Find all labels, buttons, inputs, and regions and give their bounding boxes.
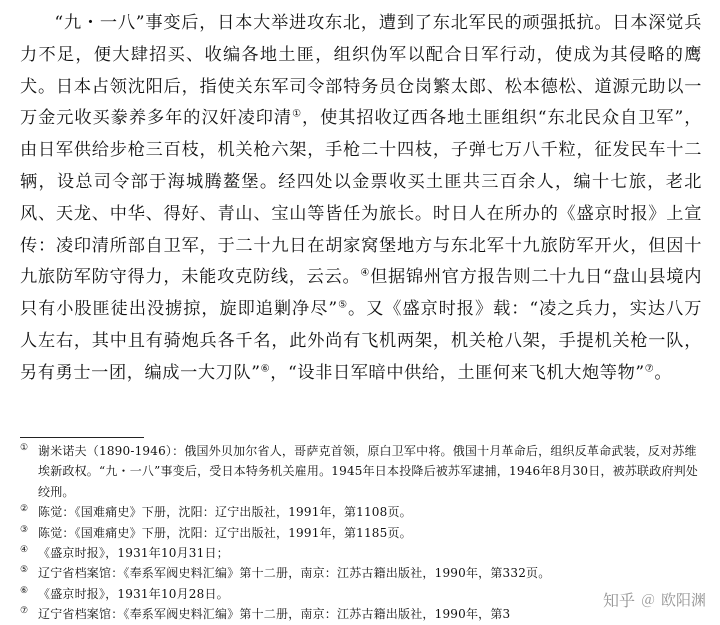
footnote-item: ⑤ 辽宁省档案馆：《奉系军阀史料汇编》第十二册，南京：江苏古籍出版社，1990年，第332页。	[20, 565, 551, 581]
footnote-text: 《盛京时报》，1931年10月28日。	[38, 586, 229, 601]
footnote-item: ② 陈觉：《国难痛史》下册，沈阳：辽宁出版社，1991年，第1108页。	[20, 504, 412, 520]
footnote-item: ④ 《盛京时报》，1931年10月31日；	[20, 545, 229, 561]
body-sentence: 。又《盛京时报》载：“凌之兵力，实达八万人左右，其中且有骑炮兵各千名，此外尚有飞机两架，机关枪八架，手提机关枪一队，另有勇士一团，编成一大刀队”	[20, 299, 702, 383]
zhihu-logo: 知乎	[602, 591, 635, 610]
footnote-ref: ⑥	[260, 363, 271, 375]
watermark-author: 欧阳渊	[660, 591, 706, 609]
footnote-item: ⑦ 辽宁省档案馆：《奉系军阀史料汇编》第十二册，南京：江苏古籍出版社，1990年，第3	[20, 606, 511, 622]
footnote-item: ① 谢米诺夫（1890-1946）：俄国外贝加尔省人，哥萨克首领，原白卫军中将。俄国十月革命后，组织反革命武装，反对苏维埃新政权。“九・一八”事变后，受日本特务机关雇用。1945年日本投降后被苏军逮捕，1946年8月30日，被苏联政府判处绞刑。	[20, 443, 699, 499]
footnote-item: ③ 陈觉：《国难痛史》下册，沈阳：辽宁出版社，1991年，第1185页。	[20, 524, 412, 540]
body-sentence: 。	[654, 362, 673, 383]
footnote-text: 辽宁省档案馆：《奉系军阀史料汇编》第十二册，南京：江苏古籍出版社，1990年，第332页。	[38, 566, 551, 581]
footnote-text: 陈觉：《国难痛史》下册，沈阳：辽宁出版社，1991年，第1185页。	[38, 525, 412, 540]
footnote-ref: ⑤	[337, 299, 348, 311]
footnote-list	[20, 441, 700, 625]
footnote-text: 谢米诺夫（1890-1946）：俄国外贝加尔省人，哥萨克首领，原白卫军中将。俄国十月革命后，组织反革命武装，反对苏维埃新政权。“九・一八”事变后，受日本特务机关雇用。1945年日本投降后被苏军逮捕，1946年8月30日，被苏联政府判处绞刑。	[38, 444, 699, 499]
footnote-divider	[20, 437, 144, 438]
footnote-text: 《盛京时报》，1931年10月31日；	[38, 546, 229, 561]
at-sign: ＠	[640, 592, 655, 609]
footnote-text: 陈觉：《国难痛史》下册，沈阳：辽宁出版社，1991年，第1108页。	[38, 505, 412, 520]
footnote-ref: ⑦	[644, 363, 655, 375]
footnote-text: 辽宁省档案馆：《奉系军阀史料汇编》第十二册，南京：江苏古籍出版社，1990年，第3	[38, 607, 511, 622]
body-sentence: “九・一八”事变后，日本大举进攻东北，遭到了东北军民的顽强抵抗。日本深觉兵力不足，便大肆招买、收编各地土匪，组织伪军以配合日军行动，使成为其侵略的鹰犬。日本占领沈阳后，指使关东军司令部特务员仓岗繁太郎、松本德松、道源元助以一万金元收买豢养多年的汉奸凌印清	[20, 13, 702, 129]
footnote-ref: ④	[360, 267, 371, 279]
footnote-item: ⑥ 《盛京时报》，1931年10月28日。	[20, 585, 229, 601]
main-paragraph	[20, 8, 702, 390]
body-sentence: ，“设非日军暗中供给，土匪何来飞机大炮等物”	[270, 362, 645, 383]
body-sentence: 但据锦州官方报告则二十九日“盘山县境内只有小股匪徒出没掳掠，旋即追剿净尽”	[20, 267, 702, 320]
body-sentence: ，使其招收辽西各地土匪组织“东北民众自卫军”，由日军供给步枪三百枝，机关枪六架，手枪二十四枝，子弹七万八千粒，征发民车十二辆，设总司令部于海城腾鳌堡。经四处以金票收买土匪共三百余人，编十七旅，老北风、天龙、中华、得好、青山、宝山等皆任为旅长。时日人在所办的《盛京时报》上宣传：凌印清所部自卫军，于二十九日在胡家窝堡地方与东北军十九旅防军开火，但因十九旅防军防守得力，未能攻克防线，云云。	[20, 108, 702, 288]
zhihu-watermark	[603, 588, 706, 611]
footnote-ref: ①	[292, 108, 302, 120]
